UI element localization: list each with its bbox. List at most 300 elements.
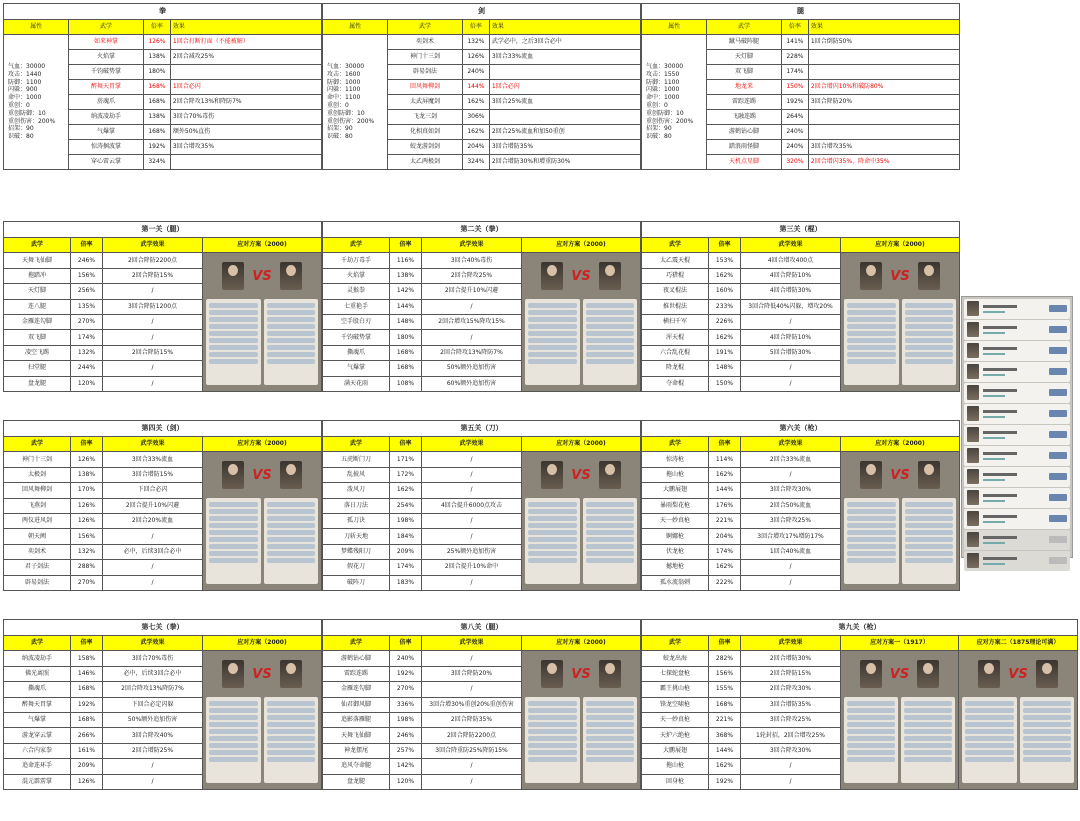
effect: 必中，后续3回合必中: [103, 666, 203, 681]
vs-icon: VS: [890, 467, 910, 483]
multiplier: 270%: [390, 682, 422, 697]
effect: [489, 65, 640, 80]
multiplier: 132%: [462, 35, 489, 50]
level-table-4: [3, 420, 322, 591]
skill-name: 天一妙真枪: [642, 712, 709, 727]
level-table-6: [641, 420, 960, 591]
skill-name: 神龙摆尾: [323, 743, 390, 758]
effect: 下回合必定闪躲: [103, 697, 203, 712]
multiplier: 150%: [781, 80, 808, 95]
skill-name: 回风舞柳剑: [388, 80, 463, 95]
effect: 2回合提升10%闪避: [103, 498, 203, 513]
column-header: 倍率: [709, 437, 741, 452]
skill-name: 太极剑: [4, 467, 71, 482]
skill-name: 天灯脚: [707, 50, 782, 65]
multiplier: 150%: [709, 376, 741, 391]
effect: 2回合增闪35%，降命中35%: [808, 155, 959, 170]
column-header: 效果: [489, 20, 640, 35]
skill-list: [264, 299, 319, 385]
column-header: 应对方案（2000): [203, 238, 322, 253]
multiplier: 168%: [143, 95, 170, 110]
skill-name: 天舞飞仙脚: [323, 728, 390, 743]
table-row: [4, 452, 322, 467]
skill-name: 追命连环手: [4, 759, 71, 774]
skill-name: 气爆掌: [4, 712, 71, 727]
effect: [170, 65, 321, 80]
column-header: 武学: [642, 238, 709, 253]
effect: [808, 65, 959, 80]
select-button[interactable]: [1049, 368, 1067, 375]
skill-name: 落日刀法: [323, 498, 390, 513]
effect: 3回合降防1200点: [103, 299, 203, 314]
column-header: 武学: [4, 636, 71, 651]
column-header: 倍率: [71, 238, 103, 253]
solution-image: [841, 452, 960, 591]
solution-image: [841, 651, 959, 790]
column-header: 武学: [4, 437, 71, 452]
multiplier: 228%: [781, 50, 808, 65]
battle-lineup-screenshot: [203, 253, 321, 391]
effect: 2回合降防15%: [103, 268, 203, 283]
multiplier: 168%: [709, 697, 741, 712]
skill-name: 游鹤钻心脚: [323, 651, 390, 666]
column-header: 武学效果: [103, 238, 203, 253]
multiplier: 184%: [390, 529, 422, 544]
table-row: [4, 253, 322, 268]
character-portrait: [967, 469, 979, 484]
select-button[interactable]: [1049, 305, 1067, 312]
multiplier: 171%: [390, 452, 422, 467]
effect: 2回合降防2200点: [103, 253, 203, 268]
multiplier: 336%: [390, 697, 422, 712]
column-header: 武学效果: [103, 437, 203, 452]
multiplier: 138%: [390, 268, 422, 283]
enemy-avatar: [280, 461, 302, 489]
column-header: 武学: [707, 20, 782, 35]
skill-list: [583, 697, 638, 783]
skill-name: 巧猎棍: [642, 268, 709, 283]
column-header: 武学效果: [422, 636, 522, 651]
stats-cell: 气血：30000 攻击：1440 防御：1100 闪躲：900 命中：1000 重创：0 重创防御：10 重创伤害：200% 招架：90 识破：80: [4, 35, 69, 170]
multiplier: 246%: [390, 728, 422, 743]
top-table-sword: [322, 3, 641, 170]
effect: 2回合增防30%: [741, 651, 841, 666]
select-button[interactable]: [1049, 410, 1067, 417]
multiplier: 156%: [709, 666, 741, 681]
effect: 3回合增防35%: [741, 697, 841, 712]
effect: /: [422, 467, 522, 482]
character-portrait: [967, 427, 979, 442]
effect: 3回合增防35%: [489, 140, 640, 155]
effect: 3回合降攻25%: [741, 513, 841, 528]
skill-list: [1020, 697, 1075, 783]
multiplier: 240%: [781, 125, 808, 140]
solution-image: [203, 452, 322, 591]
effect: /: [741, 467, 841, 482]
character-card: [964, 320, 1070, 340]
multiplier: 168%: [71, 712, 103, 727]
effect: 2回合增闪10%和破防80%: [808, 80, 959, 95]
skill-name: 婀娜枪: [642, 529, 709, 544]
multiplier: 174%: [71, 330, 103, 345]
effect: 3回合降攻40%: [103, 728, 203, 743]
character-card: [964, 425, 1070, 445]
section-title: 拳: [4, 4, 322, 20]
level-title: 第五关（刀）: [323, 421, 641, 437]
effect: 2回合20%流血: [103, 513, 203, 528]
multiplier: 226%: [709, 314, 741, 329]
vs-icon: VS: [571, 268, 591, 284]
skill-name: 千钧破势掌: [323, 330, 390, 345]
skill-name: 伏龙枪: [642, 544, 709, 559]
skill-list: [901, 697, 955, 783]
character-card: [964, 446, 1070, 466]
skill-name: 追风夺命腿: [323, 759, 390, 774]
character-card: [964, 404, 1070, 424]
effect: 2回合50%流血: [741, 498, 841, 513]
skill-list: [902, 498, 957, 584]
skill-list: [525, 697, 580, 783]
column-header: 武学效果: [103, 636, 203, 651]
multiplier: 192%: [709, 774, 741, 789]
multiplier: 126%: [71, 498, 103, 513]
effect: 4回合提升6000点攻击: [422, 498, 522, 513]
table-row: [4, 35, 322, 50]
enemy-avatar: [1036, 660, 1058, 688]
select-button[interactable]: [1049, 536, 1067, 543]
level-title: 第七关（拳）: [4, 620, 322, 636]
effect: /: [741, 376, 841, 391]
skill-name: 纳波凌劫手: [69, 110, 144, 125]
skill-name: 夜叉棍法: [642, 284, 709, 299]
battle-lineup-screenshot: [841, 651, 958, 789]
column-header: 武学: [323, 238, 390, 253]
select-button[interactable]: [1049, 431, 1067, 438]
column-header: 武学: [4, 238, 71, 253]
skill-name: 大鹏展翅: [642, 743, 709, 758]
player-avatar: [860, 262, 882, 290]
effect: [808, 125, 959, 140]
effect: /: [103, 330, 203, 345]
skill-name: 踏浪雨怪脚: [707, 140, 782, 155]
skill-name: 千劫万毒手: [323, 253, 390, 268]
multiplier: 221%: [709, 712, 741, 727]
effect: /: [741, 314, 841, 329]
character-portrait: [967, 385, 979, 400]
skill-name: 锋龙空啸枪: [642, 697, 709, 712]
skill-list: [844, 498, 899, 584]
solution-image: [841, 253, 960, 392]
multiplier: 320%: [781, 155, 808, 170]
multiplier: 142%: [390, 284, 422, 299]
effect: 1回合必闪: [170, 80, 321, 95]
multiplier: 132%: [71, 345, 103, 360]
vs-icon: VS: [571, 666, 591, 682]
skill-name: 浑天棍: [642, 330, 709, 345]
level-table-9: [641, 619, 1078, 790]
level-title: 第三关（棍）: [642, 222, 960, 238]
effect: /: [741, 361, 841, 376]
effect: [489, 110, 640, 125]
multiplier: 138%: [71, 467, 103, 482]
character-portrait: [967, 322, 979, 337]
skill-name: 金雁连勾脚: [323, 682, 390, 697]
multiplier: 162%: [462, 125, 489, 140]
effect: 3回合40%毒伤: [422, 253, 522, 268]
solution-image: [959, 651, 1078, 790]
effect: 4回合增攻400点: [741, 253, 841, 268]
effect: /: [103, 314, 203, 329]
multiplier: 270%: [71, 575, 103, 590]
side-character-panel: [961, 296, 1073, 558]
level-title: 第六关（枪）: [642, 421, 960, 437]
column-header: 倍率: [462, 20, 489, 35]
enemy-avatar: [280, 660, 302, 688]
battle-lineup-screenshot: [522, 253, 640, 391]
multiplier: 168%: [390, 361, 422, 376]
column-header: 倍率: [390, 636, 422, 651]
multiplier: 160%: [709, 284, 741, 299]
skill-name: 奕剑术: [388, 35, 463, 50]
column-header: 应对方案（2000): [841, 437, 960, 452]
skill-name: 火焰掌: [323, 268, 390, 283]
skill-name: 凌空飞踢: [4, 345, 71, 360]
effect: /: [103, 759, 203, 774]
skill-name: 连八腿: [4, 299, 71, 314]
effect: 3回合33%流血: [489, 50, 640, 65]
multiplier: 192%: [781, 95, 808, 110]
effect: 2回合降防15%: [103, 345, 203, 360]
multiplier: 192%: [390, 666, 422, 681]
skill-name: 暴雨梨花枪: [642, 498, 709, 513]
multiplier: 233%: [709, 299, 741, 314]
character-card: [964, 530, 1070, 550]
select-button[interactable]: [1049, 515, 1067, 522]
effect: 2回合提升10%命中: [422, 560, 522, 575]
effect: 2回合降攻13%降防7%: [422, 345, 522, 360]
vs-icon: VS: [252, 666, 272, 682]
player-avatar: [222, 660, 244, 688]
skill-name: 金雁连勾脚: [4, 314, 71, 329]
select-button[interactable]: [1049, 347, 1067, 354]
battle-lineup-screenshot: [203, 651, 321, 789]
skill-name: 夺命棍: [642, 376, 709, 391]
solution-image: [522, 651, 641, 790]
multiplier: 144%: [709, 483, 741, 498]
skill-name: 神门十三剑: [388, 50, 463, 65]
skill-list: [206, 299, 261, 385]
skill-name: 千钧破势掌: [69, 65, 144, 80]
multiplier: 168%: [71, 682, 103, 697]
column-header: 武学效果: [422, 437, 522, 452]
effect: /: [103, 774, 203, 789]
effect: 2回合增防30%和增重防30%: [489, 155, 640, 170]
column-header: 属性: [4, 20, 69, 35]
character-portrait: [967, 553, 979, 568]
level-table-7: [3, 619, 322, 790]
multiplier: 266%: [71, 728, 103, 743]
character-card: [964, 551, 1070, 571]
column-header: 倍率: [71, 437, 103, 452]
multiplier: 146%: [71, 666, 103, 681]
skill-name: 霸王挑山枪: [642, 682, 709, 697]
multiplier: 209%: [71, 759, 103, 774]
character-portrait: [967, 406, 979, 421]
skill-name: 蹴马破阵腿: [707, 35, 782, 50]
column-header: 属性: [642, 20, 707, 35]
skill-name: 撼地枪: [642, 560, 709, 575]
character-card: [964, 299, 1070, 319]
skill-list: [844, 697, 898, 783]
battle-lineup-screenshot: [522, 651, 640, 789]
player-avatar: [541, 660, 563, 688]
effect: 50%额外追加伤害: [422, 361, 522, 376]
level-title: 第二关（拳）: [323, 222, 641, 238]
battle-lineup-screenshot: [522, 452, 640, 590]
multiplier: 368%: [709, 728, 741, 743]
multiplier: 180%: [143, 65, 170, 80]
column-header: 效果: [170, 20, 321, 35]
player-avatar: [541, 461, 563, 489]
multiplier: 162%: [709, 268, 741, 283]
vs-icon: VS: [1008, 666, 1028, 682]
effect: 3回合增攻35%: [808, 140, 959, 155]
multiplier: 120%: [71, 376, 103, 391]
select-button[interactable]: [1049, 389, 1067, 396]
multiplier: 155%: [709, 682, 741, 697]
multiplier: 168%: [390, 345, 422, 360]
multiplier: 161%: [71, 743, 103, 758]
column-header: 应对方案（2000): [522, 437, 641, 452]
level-table-2: [322, 221, 641, 392]
level-title: 第一关（腿）: [4, 222, 322, 238]
effect: 3回合70%毒伤: [170, 110, 321, 125]
skill-name: 醉舞天胃掌: [69, 80, 144, 95]
skill-name: 雷踪连踢: [323, 666, 390, 681]
skill-list: [206, 697, 261, 783]
column-header: 倍率: [781, 20, 808, 35]
multiplier: 282%: [709, 651, 741, 666]
multiplier: 168%: [143, 125, 170, 140]
select-button[interactable]: [1049, 326, 1067, 333]
effect: 2回合25%流血和加50重创: [489, 125, 640, 140]
skill-name: 乱披风: [323, 467, 390, 482]
skill-name: 气爆掌: [69, 125, 144, 140]
effect: 3回合降低40%闪躲，增攻20%: [741, 299, 841, 314]
multiplier: 244%: [71, 361, 103, 376]
battle-lineup-screenshot: [203, 452, 321, 590]
column-header: 应对方案（2000): [203, 437, 322, 452]
effect: /: [741, 774, 841, 789]
effect: 3回合降防20%: [808, 95, 959, 110]
skill-name: 刀斩天地: [323, 529, 390, 544]
character-portrait: [967, 364, 979, 379]
skill-name: 天炉六绝枪: [642, 728, 709, 743]
effect: 3回合降防20%: [422, 666, 522, 681]
multiplier: 116%: [390, 253, 422, 268]
effect: 2回合减攻25%: [170, 50, 321, 65]
vs-icon: VS: [252, 467, 272, 483]
multiplier: 257%: [390, 743, 422, 758]
effect: 3回合降重防25%降防15%: [422, 743, 522, 758]
skill-name: 撕魂爪: [4, 682, 71, 697]
solution-image: [522, 452, 641, 591]
skill-list: [583, 299, 638, 385]
multiplier: 142%: [390, 759, 422, 774]
effect: 额外50%直伤: [170, 125, 321, 140]
effect: 3回合增防15%: [103, 467, 203, 482]
effect: 2回合增攻15%降攻15%: [422, 314, 522, 329]
skill-name: 神门十三剑: [4, 452, 71, 467]
skill-name: 游鹤钻心脚: [707, 125, 782, 140]
multiplier: 126%: [143, 35, 170, 50]
section-title: 腿: [642, 4, 960, 20]
level-title: 第八关（腿）: [323, 620, 641, 636]
skill-name: 醉舞天胃掌: [4, 697, 71, 712]
select-button[interactable]: [1049, 452, 1067, 459]
skill-name: 天舞飞仙脚: [4, 253, 71, 268]
skill-name: 天灯脚: [4, 284, 71, 299]
effect: 4回合降防10%: [741, 330, 841, 345]
select-button[interactable]: [1049, 557, 1067, 564]
select-button[interactable]: [1049, 494, 1067, 501]
effect: 50%额外追加伤害: [103, 712, 203, 727]
level-title: 第九关（枪）: [642, 620, 1078, 636]
multiplier: 198%: [390, 513, 422, 528]
effect: 3回合70%毒伤: [103, 651, 203, 666]
skill-name: 盘龙腿: [323, 774, 390, 789]
skill-name: 如来神掌: [69, 35, 144, 50]
skill-list: [525, 299, 580, 385]
vs-icon: VS: [571, 467, 591, 483]
multiplier: 191%: [709, 345, 741, 360]
top-table-leg: [641, 3, 960, 170]
skill-name: 推世棍法: [642, 299, 709, 314]
skill-name: 七探蛇盘枪: [642, 666, 709, 681]
multiplier: 126%: [71, 774, 103, 789]
multiplier: 126%: [71, 452, 103, 467]
skill-name: 仙君御风脚: [323, 697, 390, 712]
effect: /: [103, 560, 203, 575]
column-header: 应对方案（2000): [522, 636, 641, 651]
multiplier: 170%: [71, 483, 103, 498]
skill-name: 大鹏展翅: [642, 483, 709, 498]
table-row: [323, 35, 641, 50]
column-header: 武学: [323, 636, 390, 651]
column-header: 应对方案（2000): [841, 238, 960, 253]
effect: 2回合降攻25%: [422, 268, 522, 283]
multiplier: 246%: [71, 253, 103, 268]
select-button[interactable]: [1049, 473, 1067, 480]
effect: /: [422, 452, 522, 467]
skill-name: 火焰掌: [69, 50, 144, 65]
enemy-avatar: [918, 461, 940, 489]
skill-name: 穿心雷云掌: [69, 155, 144, 170]
skill-name: 朝天阙: [4, 529, 71, 544]
battle-lineup-screenshot: [841, 452, 959, 590]
player-avatar: [860, 461, 882, 489]
effect: [808, 50, 959, 65]
column-header: 倍率: [390, 238, 422, 253]
column-header: 武学效果: [741, 437, 841, 452]
multiplier: 156%: [71, 268, 103, 283]
skill-name: 泼风刀: [323, 483, 390, 498]
battle-lineup-screenshot: [959, 651, 1077, 789]
skill-name: 孤刀诀: [323, 513, 390, 528]
skill-name: 回风舞柳剑: [4, 483, 71, 498]
effect: 3回合增攻35%: [170, 140, 321, 155]
multiplier: 148%: [709, 361, 741, 376]
